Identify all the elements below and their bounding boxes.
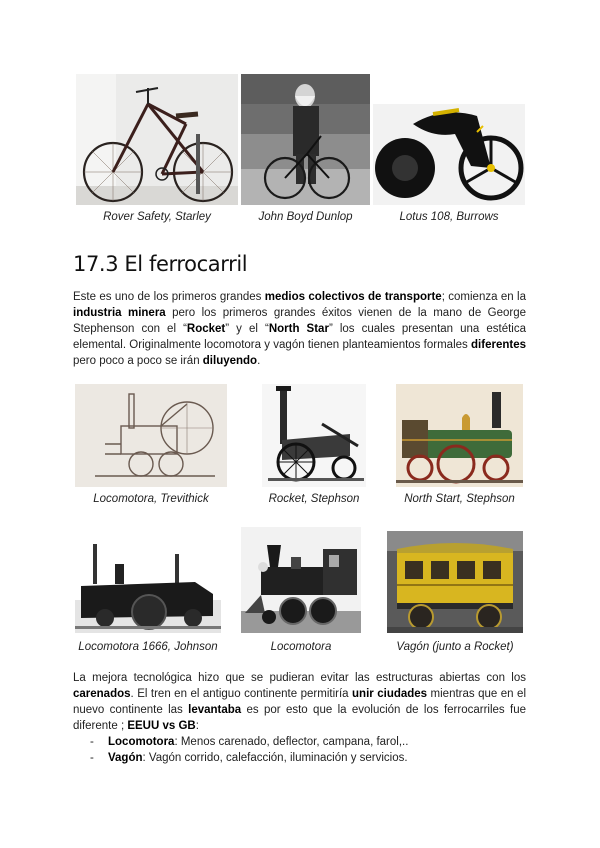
caption-lotus-108: Lotus 108, Burrows [399, 211, 499, 223]
caption-rocket: Rocket, Stephson [268, 493, 360, 505]
caption-john-boyd-dunlop: John Boyd Dunlop [258, 211, 353, 223]
rocket-locomotive-drawing [262, 384, 366, 487]
vagon-rocket-photo [387, 531, 523, 633]
paragraph-ferrocarril-intro: Este es uno de los primeros grandes medios colectivos de transporte; comienza en la industria minera pero los primeros grandes éxitos vienen de la mano de George Stephenson con el “Rocket” y el “North Star” los cuales presentan una estética elemental. Originalmente locomotora y vagón tienen planteamientos formales diferentes pero poco a poco se irán diluyendo. [73, 291, 527, 367]
trevithick-locomotive-drawing [75, 384, 227, 487]
lotus-108-bicycle-photo [373, 104, 525, 205]
locomotive-1666-johnson-photo [75, 538, 221, 633]
differences-list [90, 734, 408, 766]
american-locomotive-photo [241, 527, 361, 633]
caption-locomotive-1666: Locomotora 1666, Johnson [78, 641, 218, 653]
list-item: - Locomotora: Menos carenado, deflector, campana, farol,.. [90, 736, 409, 748]
section-title: 17.3 El ferrocarril [73, 252, 248, 276]
caption-north-star: North Start, Stephson [404, 493, 515, 505]
caption-rover-safety: Rover Safety, Starley [103, 211, 211, 223]
north-star-locomotive-drawing [396, 384, 523, 487]
john-boyd-dunlop-photo [241, 74, 370, 205]
caption-trevithick: Locomotora, Trevithick [93, 493, 209, 505]
rover-safety-bicycle-photo [76, 74, 238, 205]
list-item: - Vagón: Vagón corrido, calefacción, iluminación y servicios. [90, 752, 408, 764]
caption-locomotora: Locomotora [270, 641, 332, 653]
caption-vagon: Vagón (junto a Rocket) [396, 641, 514, 653]
paragraph-evolucion: La mejora tecnológica hizo que se pudieran evitar las estructuras abiertas con los carenados. El tren en el antiguo continente permitiría unir ciudades mientras que en el nuevo continente las levantaba es por esto que la evolución de los ferrocarriles fue diferente ; EEUU vs GB: [73, 672, 526, 732]
